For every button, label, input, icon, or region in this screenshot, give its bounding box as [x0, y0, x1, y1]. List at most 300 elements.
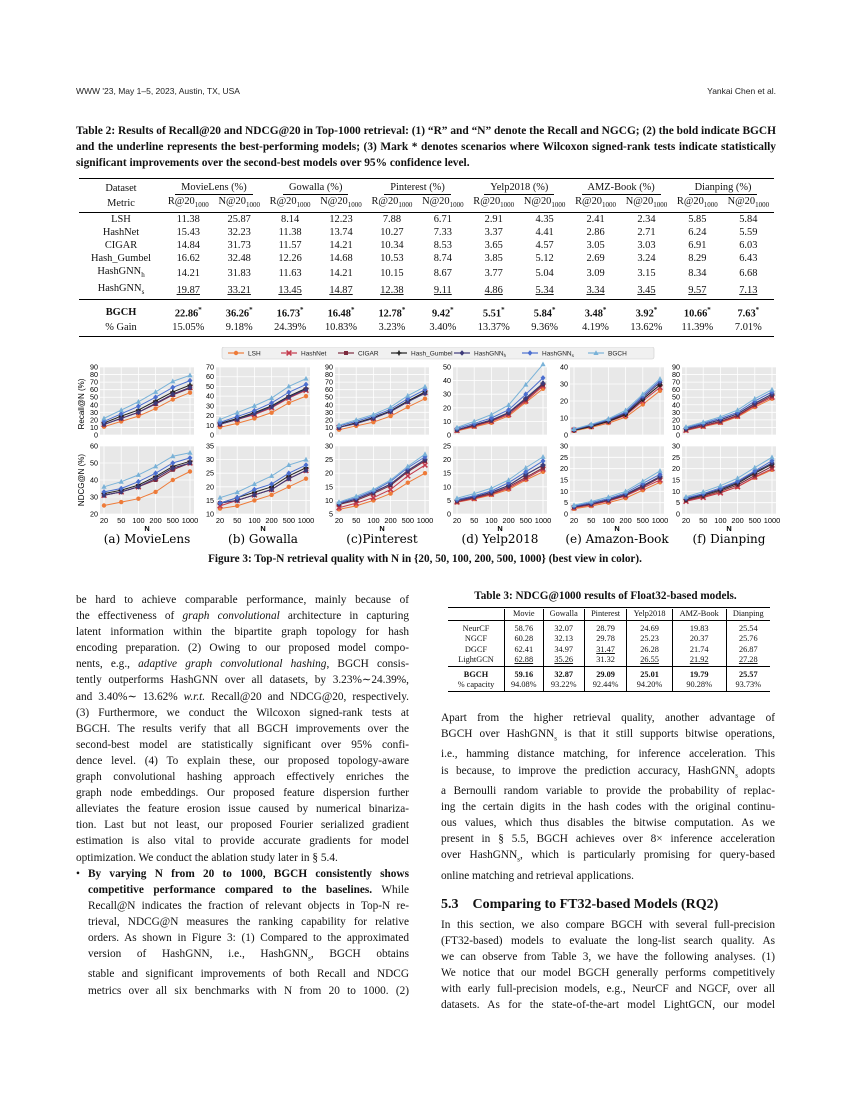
t3-cell-value: 62.41: [514, 644, 534, 654]
y-tick-label: 60: [325, 385, 333, 395]
data-point: [136, 497, 140, 501]
t2-row-name-text: HashNet: [102, 227, 140, 239]
y-tick-label: 0: [94, 430, 98, 440]
t2-cell-value: 9.57: [688, 285, 707, 297]
plot-area: [100, 367, 194, 435]
t2-row: [79, 321, 774, 334]
t2-cell: [468, 213, 519, 227]
subplot-label: (b) Gowalla: [228, 532, 298, 546]
y-tick-label: 80: [90, 370, 98, 380]
t2-cell: [621, 226, 672, 239]
t3-cell-value: 26.55: [640, 655, 659, 664]
y-tick-label: 15: [672, 475, 680, 485]
legend-label: HashGNN$_s$: [542, 350, 574, 358]
data-point: [119, 500, 123, 504]
x-tick-label: 50: [117, 516, 126, 525]
subscript: s: [308, 954, 311, 963]
data-point: [252, 498, 256, 502]
t3-cell-value: 24.69: [640, 623, 659, 633]
ndcg-subplot: [90, 442, 198, 534]
subscript: s: [735, 770, 739, 779]
t2-cell-value: 2.69: [586, 253, 605, 265]
t3-col-head: Gowalla: [543, 609, 584, 620]
t3-cell-value: 20.37: [689, 634, 709, 643]
y-tick-label: 30: [206, 401, 214, 411]
t2-row-name-sub: h: [141, 271, 145, 280]
t3-cell-value: 32.07: [554, 623, 574, 633]
t2-dataset-label: Dianping (%): [689, 181, 758, 195]
x-tick-label: 1000: [181, 516, 199, 525]
t2-dataset-label: Pinterest (%): [384, 181, 451, 195]
t2-cell-value: 13.74: [329, 227, 353, 239]
recall-subplot: [206, 363, 310, 440]
x-tick-label: 50: [352, 516, 361, 525]
x-tick-label: 100: [714, 516, 727, 525]
t2-cell-value: 7.88: [382, 214, 402, 226]
t2-cell: [214, 226, 265, 239]
y-tick-label: 40: [560, 362, 568, 372]
ndcg-subplot: [443, 442, 551, 534]
t2-dataset-head: [570, 181, 672, 195]
t2-cell-value: 14.84: [176, 240, 200, 252]
x-tick-label: 100: [485, 516, 498, 525]
t3-cell: 92.44%: [584, 680, 626, 691]
emphasis: graph convolutional: [182, 610, 280, 623]
t2-metric-cell: [519, 195, 570, 213]
t3-cell: 94.20%: [627, 680, 673, 691]
t2-cell-value: 9.11: [433, 285, 452, 297]
t3-cell-value: 34.97: [554, 644, 574, 654]
y-tick-label: 20: [325, 468, 333, 478]
t2-cell-value: 3.05: [586, 240, 605, 252]
t2-cell-value: 5.85: [688, 214, 707, 226]
t2-cell: [265, 252, 316, 265]
y-tick-label: 30: [90, 492, 98, 502]
y-tick-label: 20: [443, 455, 451, 465]
y-tick-label: 70: [206, 362, 214, 372]
section-text-line: We notice that our model BGCH generally performs competitively: [441, 967, 775, 980]
t2-cell-value: 9.42: [431, 308, 451, 320]
t3-cell-value: 31.32: [596, 655, 615, 664]
recall-subplot: [560, 363, 664, 440]
t2-dataset-label: MovieLens (%): [175, 181, 253, 195]
t2-metric: N@20: [422, 196, 450, 207]
t2-cell: [723, 282, 774, 300]
t2-dataset-label: Gowalla (%): [283, 181, 348, 195]
left-text-line: graph node embeddings. Our proposed feature dispersion further: [76, 787, 409, 800]
ndcg-subplot: [560, 442, 668, 534]
t2-cell-value: 14.21: [329, 240, 353, 252]
y-tick-label: 20: [560, 464, 568, 474]
t2-cell: [723, 252, 774, 265]
y-tick-label: 30: [672, 407, 680, 417]
t2-cell-value: 11.63: [278, 268, 302, 280]
t3-cell: [627, 645, 673, 656]
y-axis-title-recall: Recall@N (%): [77, 378, 86, 430]
t2-cell: [367, 321, 418, 334]
t2-cell: [214, 300, 265, 321]
running-header-left: WWW '23, May 1–5, 2023, Austin, TX, USA: [76, 86, 240, 96]
t2-cell: [367, 239, 418, 252]
data-point: [269, 493, 273, 497]
t2-metric: R@20: [167, 196, 195, 207]
y-tick-label: 30: [325, 407, 333, 417]
t2-cell: [570, 213, 621, 227]
y-tick-label: 20: [206, 411, 214, 421]
t2-cell: [214, 282, 265, 300]
t2-row-name-text: % Gain: [105, 321, 137, 333]
t2-cell: [417, 321, 468, 334]
y-tick-label: 70: [90, 377, 98, 387]
bullet-bold-text: competitive performance compared to the baselines.: [88, 883, 373, 896]
legend-label: HashNet: [301, 350, 327, 358]
t2-significance-mark: *: [551, 306, 556, 315]
t3-cell-value: 62.88: [514, 655, 534, 664]
data-point: [406, 405, 410, 409]
t2-cell: [265, 213, 316, 227]
y-tick-label: 0: [447, 509, 451, 519]
t2-cell-value: 14.21: [329, 268, 353, 280]
x-tick-label: 20: [334, 516, 344, 525]
y-tick-label: 30: [206, 455, 214, 465]
t2-cell-value: 3.24: [637, 253, 656, 265]
t3-cell: [584, 620, 626, 634]
t2-cell-value: 8.34: [688, 268, 707, 280]
y-tick-label: 40: [90, 400, 98, 410]
left-text-line: tently outperforms HashGNN over all datasets, by 3.23%∼24.39%,: [76, 674, 409, 687]
y-tick-label: 25: [443, 441, 451, 451]
t3-cell-value: 27.28: [738, 655, 758, 664]
t2-cell-value: 16.48: [327, 308, 351, 320]
ndcg-subplot: [206, 442, 314, 534]
x-tick-label: 50: [587, 516, 596, 525]
legend-label: LSH: [248, 350, 261, 358]
data-point: [287, 401, 291, 405]
t2-cell-value: 8.29: [688, 253, 707, 265]
t2-cell: [367, 282, 418, 300]
plot-area: [453, 446, 547, 514]
t2-cell: [315, 239, 366, 252]
data-point: [188, 469, 192, 473]
t3-cell: 59.16: [505, 666, 544, 680]
t2-cell-value: 3.85: [484, 253, 503, 265]
t3-col-head: Dianping: [726, 609, 770, 620]
t2-cell-value: 12.38: [380, 285, 404, 297]
t2-cell-value: 3.77: [484, 268, 503, 280]
t3-row-name: % capacity: [457, 680, 495, 689]
x-tick-label: 1000: [763, 516, 781, 525]
t2-cell: [519, 213, 570, 227]
bullet-line: metrics over all six benchmarks with N from 20 to 1000. (2): [88, 984, 409, 997]
t2-cell: [672, 300, 723, 321]
y-tick-label: 5: [564, 498, 568, 508]
data-point: [269, 410, 273, 414]
x-tick-label: 1000: [534, 516, 552, 525]
t2-cell-value: 5.12: [535, 253, 554, 265]
t2-cell: [519, 265, 570, 282]
t2-metric-sub: 1000: [296, 201, 311, 210]
t2-cell: [621, 265, 672, 282]
t2-cell: [265, 282, 316, 300]
t2-cell-value: 6.03: [739, 240, 758, 252]
t3-cell: [584, 645, 626, 656]
t2-metric-sub: 1000: [398, 201, 413, 210]
t2-significance-mark: *: [198, 306, 202, 315]
t2-cell-value: 11.38: [278, 227, 302, 239]
t2-row: [79, 282, 774, 300]
t3-row-name: LightGCN: [458, 655, 494, 664]
x-tick-label: 200: [265, 516, 278, 525]
t2-cell-value: 5.34: [535, 285, 554, 297]
t2-cell-value: 13.45: [278, 285, 302, 297]
t2-cell-value: 3.45: [637, 285, 656, 297]
y-tick-label: 70: [672, 377, 680, 387]
data-point: [423, 471, 427, 475]
t2-cell: [367, 226, 418, 239]
table3-grid: [448, 609, 770, 691]
t2-cell-value: 5.04: [535, 268, 554, 280]
t2-cell: [519, 300, 570, 321]
t2-row: [79, 265, 774, 282]
t2-cell-value: 3.37: [484, 227, 503, 239]
t2-cell-value: 11.38: [176, 214, 200, 226]
t2-significance-mark: *: [300, 306, 304, 315]
t3-cell-value: 35.26: [554, 655, 574, 664]
left-text-line: tion. Last but not least, our proposed Fourier serialized gradient: [76, 819, 409, 832]
section-text-line: In this section, we also compare BGCH with several full-precision: [441, 918, 775, 931]
t2-row-name-text: HashGNN: [97, 266, 142, 278]
t2-metric-cell: [367, 195, 418, 213]
t2-head-row: [79, 181, 774, 195]
t2-cell-value: 3.23%: [378, 321, 406, 333]
subplot-label: (a) MovieLens: [103, 532, 191, 546]
t2-cell: [570, 300, 621, 321]
t3-row: [448, 620, 770, 634]
t2-cell-value: 3.03: [637, 240, 656, 252]
t2-row-name: [79, 226, 163, 239]
data-point: [102, 503, 106, 507]
t2-cell: [723, 300, 774, 321]
bullet-line: orders. As shown in Figure 3: (1) Compared to the approximated: [88, 931, 409, 944]
y-tick-label: 80: [672, 370, 680, 380]
bullet-line: [88, 882, 409, 898]
y-tick-label: 60: [206, 372, 214, 382]
right-text-line: i.e., hamming distance matching, for inference acceleration. This: [441, 748, 775, 761]
y-tick-label: 0: [564, 430, 568, 440]
y-tick-label: 10: [325, 495, 333, 505]
y-tick-label: 50: [443, 362, 451, 372]
x-tick-label: 20: [569, 516, 579, 525]
t2-cell: [570, 282, 621, 300]
t2-cell: [214, 321, 265, 334]
t2-cell-value: 9.18%: [225, 321, 253, 333]
t2-cell-value: 3.92: [635, 308, 654, 320]
t2-significance-mark: *: [707, 306, 711, 315]
right-text-line: present in § 5.5, BGCH achieves over 8× inference acceleration: [441, 833, 775, 846]
t3-cell: [726, 634, 770, 645]
plot-area: [453, 367, 547, 435]
t2-cell: [315, 213, 366, 227]
t2-cell-value: 2.34: [637, 214, 656, 226]
x-tick-label: 1000: [297, 516, 315, 525]
t2-cell: [621, 252, 672, 265]
bullet-line: trieval, NDCG@N measures the ranking capability for relative: [88, 915, 409, 928]
y-tick-label: 50: [325, 392, 333, 402]
t3-cell: [726, 645, 770, 656]
ndcg-subplot: [672, 442, 780, 534]
data-point: [388, 414, 392, 418]
t2-cell-value: 31.73: [227, 240, 251, 252]
y-tick-label: 10: [560, 413, 568, 423]
t2-cell: [519, 252, 570, 265]
t2-cell: [367, 265, 418, 282]
t2-cell-value: 4.86: [484, 285, 503, 297]
y-tick-label: 25: [672, 452, 680, 462]
section-number: 5.3: [441, 896, 459, 912]
x-tick-label: 200: [731, 516, 744, 525]
recall-subplot: [90, 363, 194, 440]
x-tick-label: 500: [519, 516, 532, 525]
t3-cell: 93.22%: [543, 680, 584, 691]
legend-label: HashGNN$_h$: [474, 350, 507, 358]
t3-col-head: Pinterest: [584, 609, 626, 620]
t2-cell: [163, 213, 214, 227]
x-tick-label: 100: [248, 516, 261, 525]
t2-row: [79, 226, 774, 239]
t2-metric-cell: [468, 195, 519, 213]
t2-cell: [672, 252, 723, 265]
t2-cell: [163, 226, 214, 239]
left-text-line: second-best model are statistically significant over 95% confi-: [76, 738, 409, 751]
bullet-item: [76, 866, 409, 999]
t2-significance-mark: *: [249, 306, 253, 315]
t3-cell-value: 25.23: [640, 634, 659, 643]
t2-cell: [417, 252, 468, 265]
data-point: [153, 406, 157, 410]
t2-cell: [570, 265, 621, 282]
t2-cell-value: 2.91: [484, 214, 503, 226]
section-text-line: (FT32-based) models to evaluate the long-list search quality. As: [441, 934, 775, 947]
x-axis-title: N: [726, 524, 732, 533]
t2-metric-sub: 1000: [755, 201, 770, 210]
t2-cell: [417, 226, 468, 239]
running-header-right: Yankai Chen et al.: [707, 86, 776, 96]
t2-cell: [468, 282, 519, 300]
recall-subplot: [443, 361, 547, 439]
t3-cell: [726, 620, 770, 634]
x-tick-label: 50: [470, 516, 479, 525]
data-point: [188, 390, 192, 394]
x-tick-label: 500: [748, 516, 761, 525]
t2-row-name-text: Hash_Gumbel: [90, 253, 152, 265]
t2-col-metric: Metric: [107, 198, 135, 210]
t2-cell-value: 3.48: [584, 308, 603, 320]
t2-cell-value: 15.05%: [172, 321, 205, 333]
t2-cell: [468, 321, 519, 334]
t2-row-name: [79, 265, 163, 282]
t2-row: [79, 239, 774, 252]
y-tick-label: 15: [206, 495, 214, 505]
t2-metric-sub: 1000: [347, 201, 362, 210]
t2-cell: [417, 300, 468, 321]
t2-cell: [214, 213, 265, 227]
left-text-line: alleviates the feature erosion issue caused by numerical binariza-: [76, 803, 409, 816]
t2-cell: [265, 321, 316, 334]
t2-cell: [672, 213, 723, 227]
t2-cell-value: 5.59: [739, 227, 758, 239]
t2-cell: [315, 321, 366, 334]
legend-label-sub: s: [571, 353, 574, 358]
t2-row: [79, 213, 774, 227]
data-point: [171, 478, 175, 482]
right-text-line: over HashGNN$_s$, which is particularly promising for query-based: [441, 849, 775, 864]
legend-label: BGCH: [608, 350, 627, 358]
t2-row-name-text: LSH: [111, 214, 131, 226]
t2-dataset-label: Yelp2018 (%): [484, 181, 554, 195]
y-tick-label: 10: [560, 486, 568, 496]
y-tick-label: 0: [564, 509, 568, 519]
t3-cell: [627, 655, 673, 666]
subscript: s: [517, 855, 520, 864]
t2-metric-row: [79, 195, 774, 213]
t2-cell: [315, 265, 366, 282]
t2-cell: [163, 265, 214, 282]
bullet-dot: •: [76, 867, 80, 880]
y-tick-label: 25: [206, 468, 214, 478]
figure3: [76, 347, 786, 577]
t2-cell-value: 33.21: [227, 285, 251, 297]
y-tick-label: 60: [672, 385, 680, 395]
t2-metric-cell: [672, 195, 723, 213]
t2-cell: [621, 282, 672, 300]
t2-metric-cell: [315, 195, 366, 213]
left-column: [76, 592, 409, 999]
legend-label-sub: h: [503, 353, 507, 358]
t2-metric-sub: 1000: [703, 201, 718, 210]
t2-cell: [723, 265, 774, 282]
y-tick-label: 20: [90, 415, 98, 425]
t3-cell-value: 28.79: [596, 623, 615, 633]
t2-cell: [468, 265, 519, 282]
t2-metric: N@20: [625, 196, 654, 207]
x-tick-label: 200: [384, 516, 397, 525]
ndcg-subplot: [325, 442, 433, 534]
t2-cell: [315, 300, 366, 321]
t2-cell-value: 10.53: [380, 253, 404, 265]
y-tick-label: 90: [672, 362, 680, 372]
t2-cell-value: 3.40%: [429, 321, 457, 333]
t3-cell-value: 32.13: [554, 634, 574, 643]
subplot-label: (f) Dianping: [692, 532, 766, 546]
y-tick-label: 90: [325, 362, 333, 372]
data-point: [304, 476, 308, 480]
x-tick-label: 200: [149, 516, 162, 525]
t2-cell-value: 6.91: [688, 240, 707, 252]
data-point: [153, 490, 157, 494]
left-text-line: latent information within the bipartite graph topology for hash: [76, 626, 409, 639]
y-tick-label: 20: [560, 396, 568, 406]
y-tick-label: 5: [329, 509, 333, 519]
t2-cell-value: 6.71: [433, 214, 452, 226]
t3-row: [448, 634, 770, 645]
t2-cell: [723, 226, 774, 239]
x-tick-label: 100: [602, 516, 615, 525]
t3-cell: [584, 634, 626, 645]
t2-metric: N@20: [727, 196, 756, 207]
y-tick-label: 20: [206, 482, 214, 492]
table3: [448, 607, 770, 692]
t2-cell-value: 16.73: [276, 308, 301, 320]
